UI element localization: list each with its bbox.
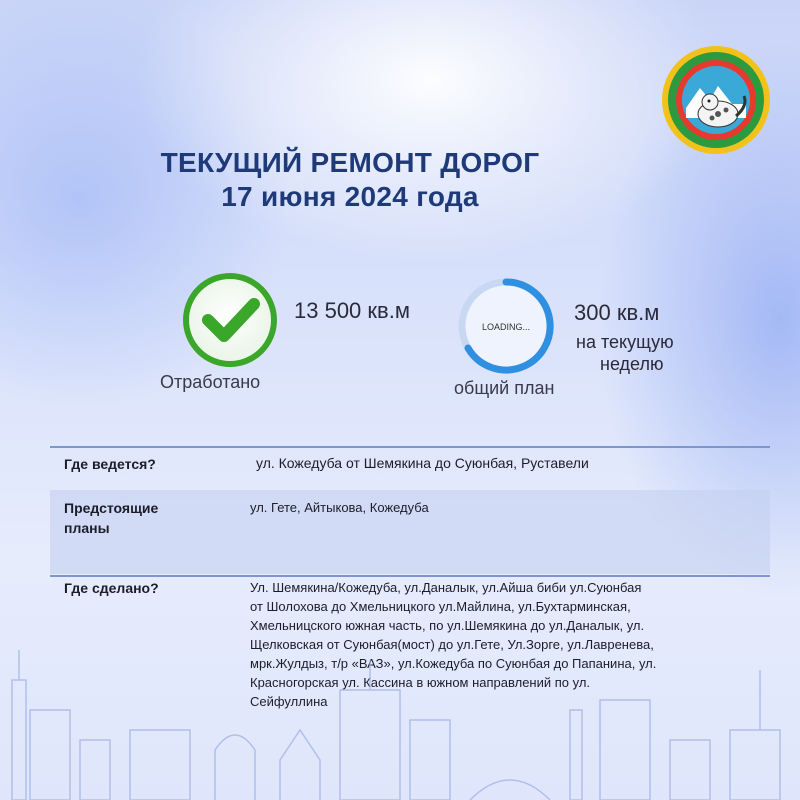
row-label-where: Где ведется? [64,456,156,472]
title-line-1: ТЕКУЩИЙ РЕМОНТ ДОРОГ [160,147,540,178]
row-label-plans-1: Предстоящие [64,500,159,516]
week-value: 300 кв.м [574,300,660,325]
week-label-line-2: неделю [600,354,664,374]
row-value-plans: ул. Гете, Айтыкова, Кожедуба [250,500,429,515]
week-label-line-1: на текущую [576,332,674,352]
row-label-done: Где сделано? [64,580,159,596]
table-row [50,448,770,486]
done-line: Ул. Шемякина/Кожедуба, ул.Даналык, ул.Айша биби ул.Суюнбая [250,580,642,595]
loader-text: LOADING... [481,322,531,332]
done-line: Хмельницского южная часть, по ул.Шемякина до ул.Даналык, ул. [250,618,645,633]
done-line: Красногорская ул. Кассина в южном направлений по ул. [250,675,591,690]
row-label-plans-2: планы [64,520,110,536]
done-line: Щелковская от Суюнбая(мост) до ул.Гете, Ул.Зорге, ул.Лавренева, [250,637,654,652]
loading-ring-icon [454,274,558,378]
done-line: мрк.Жулдыз, т/р «ВАЗ», ул.Кожедуба по Суюнбая до Папанина, ул. [250,656,657,671]
row-value-where: ул. Кожедуба от Шемякина до Суюнбая, Руставели [256,455,589,471]
city-skyline-illustration [0,610,800,800]
done-value: 13 500 кв.м [294,298,410,323]
page-title [0,146,700,214]
checkmark-circle-icon [180,270,280,370]
done-line: Сейфуллина [250,694,328,709]
plan-label: общий план [454,378,555,398]
done-line: от Шолохова до Хмельницкого ул.Майлина, ул.Бухтарминская, [250,599,631,614]
table-row [50,494,770,574]
city-emblem [660,44,772,156]
title-line-2: 17 июня 2024 года [221,181,479,212]
done-label: Отработано [160,372,261,392]
